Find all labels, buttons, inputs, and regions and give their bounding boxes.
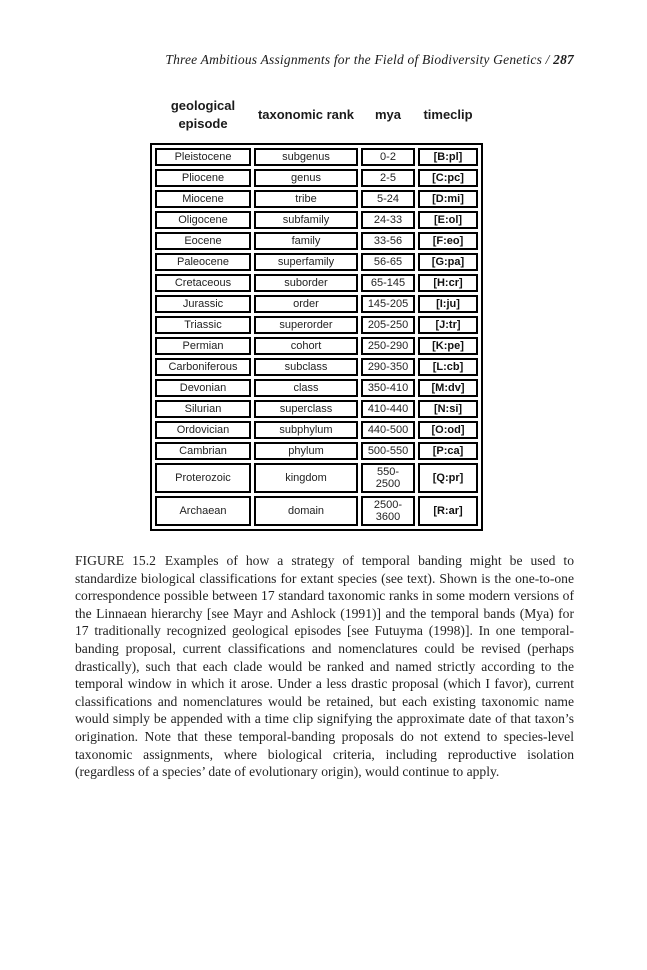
cell-rank: subphylum	[254, 421, 358, 439]
cell-episode: Devonian	[155, 379, 251, 397]
cell-episode: Pleistocene	[155, 148, 251, 166]
header-mya: mya	[374, 107, 402, 123]
cell-timeclip: [O:od]	[418, 421, 478, 439]
cell-mya: 0-2	[361, 148, 415, 166]
cell-rank: subgenus	[254, 148, 358, 166]
cell-timeclip: [D:mi]	[418, 190, 478, 208]
table-row	[155, 421, 478, 439]
table-row	[155, 442, 478, 460]
cell-rank: family	[254, 232, 358, 250]
cell-episode: Triassic	[155, 316, 251, 334]
cell-rank: genus	[254, 169, 358, 187]
cell-rank: phylum	[254, 442, 358, 460]
table-row	[155, 190, 478, 208]
cell-timeclip: [J:tr]	[418, 316, 478, 334]
cell-rank: superfamily	[254, 253, 358, 271]
cell-rank: subfamily	[254, 211, 358, 229]
cell-mya: 440-500	[361, 421, 415, 439]
cell-timeclip: [P:ca]	[418, 442, 478, 460]
cell-timeclip: [H:cr]	[418, 274, 478, 292]
cell-mya: 145-205	[361, 295, 415, 313]
cell-episode: Cambrian	[155, 442, 251, 460]
cell-rank: class	[254, 379, 358, 397]
table-row	[155, 379, 478, 397]
cell-episode: Ordovician	[155, 421, 251, 439]
page-number: 287	[553, 52, 574, 67]
figure-caption-text: Examples of how a strategy of temporal banding might be used to standardize biological classifications for extant species (see text). Shown is the one-to-one correspondence possible between 17 standard taxonomic ranks in some modern versions of the Linnaean hierarchy [see Mayr and Ashlock (1991)] and the temporal bands (Mya) for 17 traditionally recognized geological episodes [see Futuyma (1998)]. In one temporal-banding proposal, current classifications and nomenclatures could be revised (perhaps drastically), such that each clade would be ranked and named strictly according to the temporal window in which it arose. Under a less drastic proposal (which I favor), current classifications and nomenclatures would be retained, but each existing taxonomic name would simply be appended with a time clip signifying the approximate date of that taxon’s origination. Note that these temporal-banding proposals do not extend to species-level taxonomic assignments, where biological criteria, including reproductive isolation (regardless of a species’ date of evolutionary origin), would continue to apply.	[75, 553, 575, 780]
table-row	[155, 358, 478, 376]
cell-episode: Cretaceous	[155, 274, 251, 292]
table-row	[155, 274, 478, 292]
cell-rank: superclass	[254, 400, 358, 418]
running-head	[75, 52, 574, 68]
cell-mya: 290-350	[361, 358, 415, 376]
table-row	[155, 148, 478, 166]
cell-timeclip: [B:pl]	[418, 148, 478, 166]
figure-caption-label: FIGURE 15.2	[75, 553, 156, 568]
cell-episode: Permian	[155, 337, 251, 355]
table-row	[155, 211, 478, 229]
cell-timeclip: [M:dv]	[418, 379, 478, 397]
cell-episode: Pliocene	[155, 169, 251, 187]
cell-rank: cohort	[254, 337, 358, 355]
cell-rank: order	[254, 295, 358, 313]
cell-mya: 2500-3600	[361, 496, 415, 526]
cell-mya: 550-2500	[361, 463, 415, 493]
cell-rank: tribe	[254, 190, 358, 208]
cell-rank: superorder	[254, 316, 358, 334]
running-head-separator: /	[545, 52, 550, 67]
figure-table-body	[155, 148, 478, 526]
table-row	[155, 337, 478, 355]
running-head-title: Three Ambitious Assignments for the Field of Biodiversity Genetics	[165, 52, 543, 67]
cell-timeclip: [L:cb]	[418, 358, 478, 376]
table-row	[155, 232, 478, 250]
cell-mya: 350-410	[361, 379, 415, 397]
cell-rank: subclass	[254, 358, 358, 376]
table-column-headers	[155, 94, 478, 136]
table-row	[155, 316, 478, 334]
cell-mya: 24-33	[361, 211, 415, 229]
cell-timeclip: [F:eo]	[418, 232, 478, 250]
cell-episode: Carboniferous	[155, 358, 251, 376]
cell-timeclip: [Q:pr]	[418, 463, 478, 493]
cell-episode: Proterozoic	[155, 463, 251, 493]
cell-mya: 205-250	[361, 316, 415, 334]
cell-episode: Archaean	[155, 496, 251, 526]
table-row	[155, 295, 478, 313]
cell-rank: kingdom	[254, 463, 358, 493]
cell-episode: Oligocene	[155, 211, 251, 229]
cell-episode: Jurassic	[155, 295, 251, 313]
header-geological-episode: geological episode	[170, 98, 236, 131]
cell-mya: 410-440	[361, 400, 415, 418]
cell-rank: suborder	[254, 274, 358, 292]
table-row	[155, 496, 478, 526]
cell-mya: 56-65	[361, 253, 415, 271]
cell-timeclip: [C:pc]	[418, 169, 478, 187]
cell-mya: 65-145	[361, 274, 415, 292]
cell-episode: Silurian	[155, 400, 251, 418]
header-timeclip: timeclip	[423, 107, 473, 123]
cell-mya: 2-5	[361, 169, 415, 187]
temporal-banding-table	[150, 143, 483, 531]
header-taxonomic-rank: taxonomic rank	[257, 107, 355, 123]
table-row	[155, 253, 478, 271]
cell-timeclip: [R:ar]	[418, 496, 478, 526]
cell-timeclip: [K:pe]	[418, 337, 478, 355]
table-row	[155, 463, 478, 493]
cell-mya: 5-24	[361, 190, 415, 208]
cell-timeclip: [I:ju]	[418, 295, 478, 313]
cell-rank: domain	[254, 496, 358, 526]
cell-timeclip: [G:pa]	[418, 253, 478, 271]
table-row	[155, 400, 478, 418]
figure-caption	[75, 552, 574, 781]
cell-mya: 500-550	[361, 442, 415, 460]
cell-timeclip: [E:ol]	[418, 211, 478, 229]
table-row	[155, 169, 478, 187]
cell-episode: Paleocene	[155, 253, 251, 271]
cell-mya: 33-56	[361, 232, 415, 250]
cell-timeclip: [N:si]	[418, 400, 478, 418]
cell-episode: Miocene	[155, 190, 251, 208]
cell-mya: 250-290	[361, 337, 415, 355]
cell-episode: Eocene	[155, 232, 251, 250]
